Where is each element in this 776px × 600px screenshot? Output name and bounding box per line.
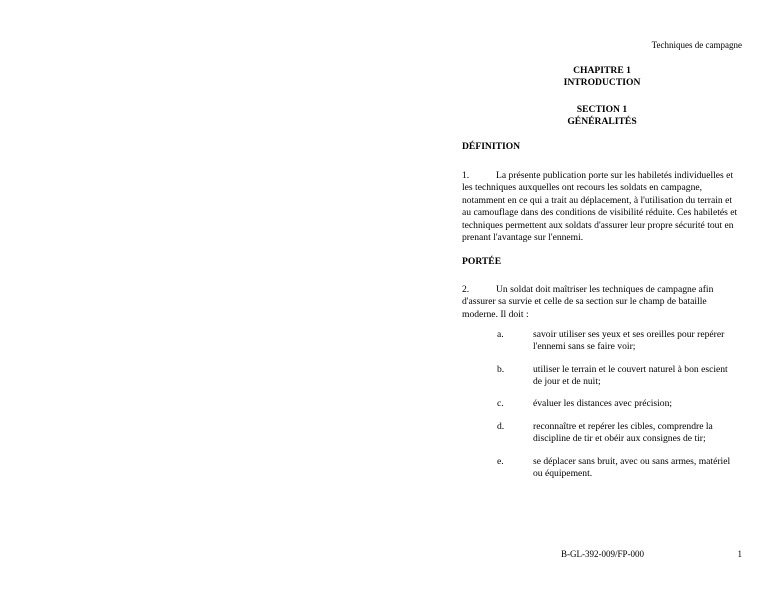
paragraph-number: 1.: [462, 170, 470, 181]
section-number: SECTION 1: [576, 104, 628, 115]
list-item-letter: c.: [497, 398, 504, 409]
list-item-letter: d.: [497, 421, 505, 432]
chapter-title: INTRODUCTION: [563, 77, 641, 88]
paragraph-text: Un soldat doit maîtriser les techniques de campagne afin d'assurer sa survie et celle de sa section sur le champ de bataille moderne. Il doit :: [462, 284, 714, 320]
portee-heading: PORTÉE: [462, 256, 502, 267]
list-item-text: évaluer les distances avec précision;: [533, 398, 673, 409]
paragraph-number: 2.: [462, 284, 470, 295]
section-title: GÉNÉRALITÉS: [567, 116, 637, 127]
definition-paragraph: [462, 170, 742, 245]
list-item-text: utiliser le terrain et le couvert naturel à bon escient de jour et de nuit;: [533, 364, 728, 388]
list-item-text: reconnaître et repérer les cibles, comprendre la discipline de tir et obéir aux consignes de tir;: [533, 421, 713, 445]
chapter-number: CHAPITRE 1: [573, 65, 631, 76]
page-number: 1: [737, 549, 742, 559]
portee-paragraph: [462, 284, 742, 321]
running-header: Techniques de campagne: [651, 40, 742, 50]
list-item-letter: e.: [497, 456, 504, 467]
definition-heading: DÉFINITION: [462, 141, 521, 152]
list-item-letter: b.: [497, 364, 505, 375]
list-item-text: se déplacer sans bruit, avec ou sans armes, matériel ou équipement.: [533, 456, 731, 480]
list-item-letter: a.: [497, 329, 504, 340]
list-item-text: savoir utiliser ses yeux et ses oreilles pour repérer l'ennemi sans se faire voir;: [533, 329, 725, 353]
paragraph-text: La présente publication porte sur les habiletés individuelles et les techniques auxquelles ont recours les soldats en campagne, notamment en ce qui a trait au déplacement, à l'utilisation du terrain et au camouflage dans des conditions de visibilité réduite. Ces habiletés et techniques permettent aux soldats d'assurer leur propre sécurité tout en prenant l'avantage sur l'ennemi.: [462, 170, 738, 244]
document-code: B-GL-392-009/FP-000: [561, 549, 644, 559]
